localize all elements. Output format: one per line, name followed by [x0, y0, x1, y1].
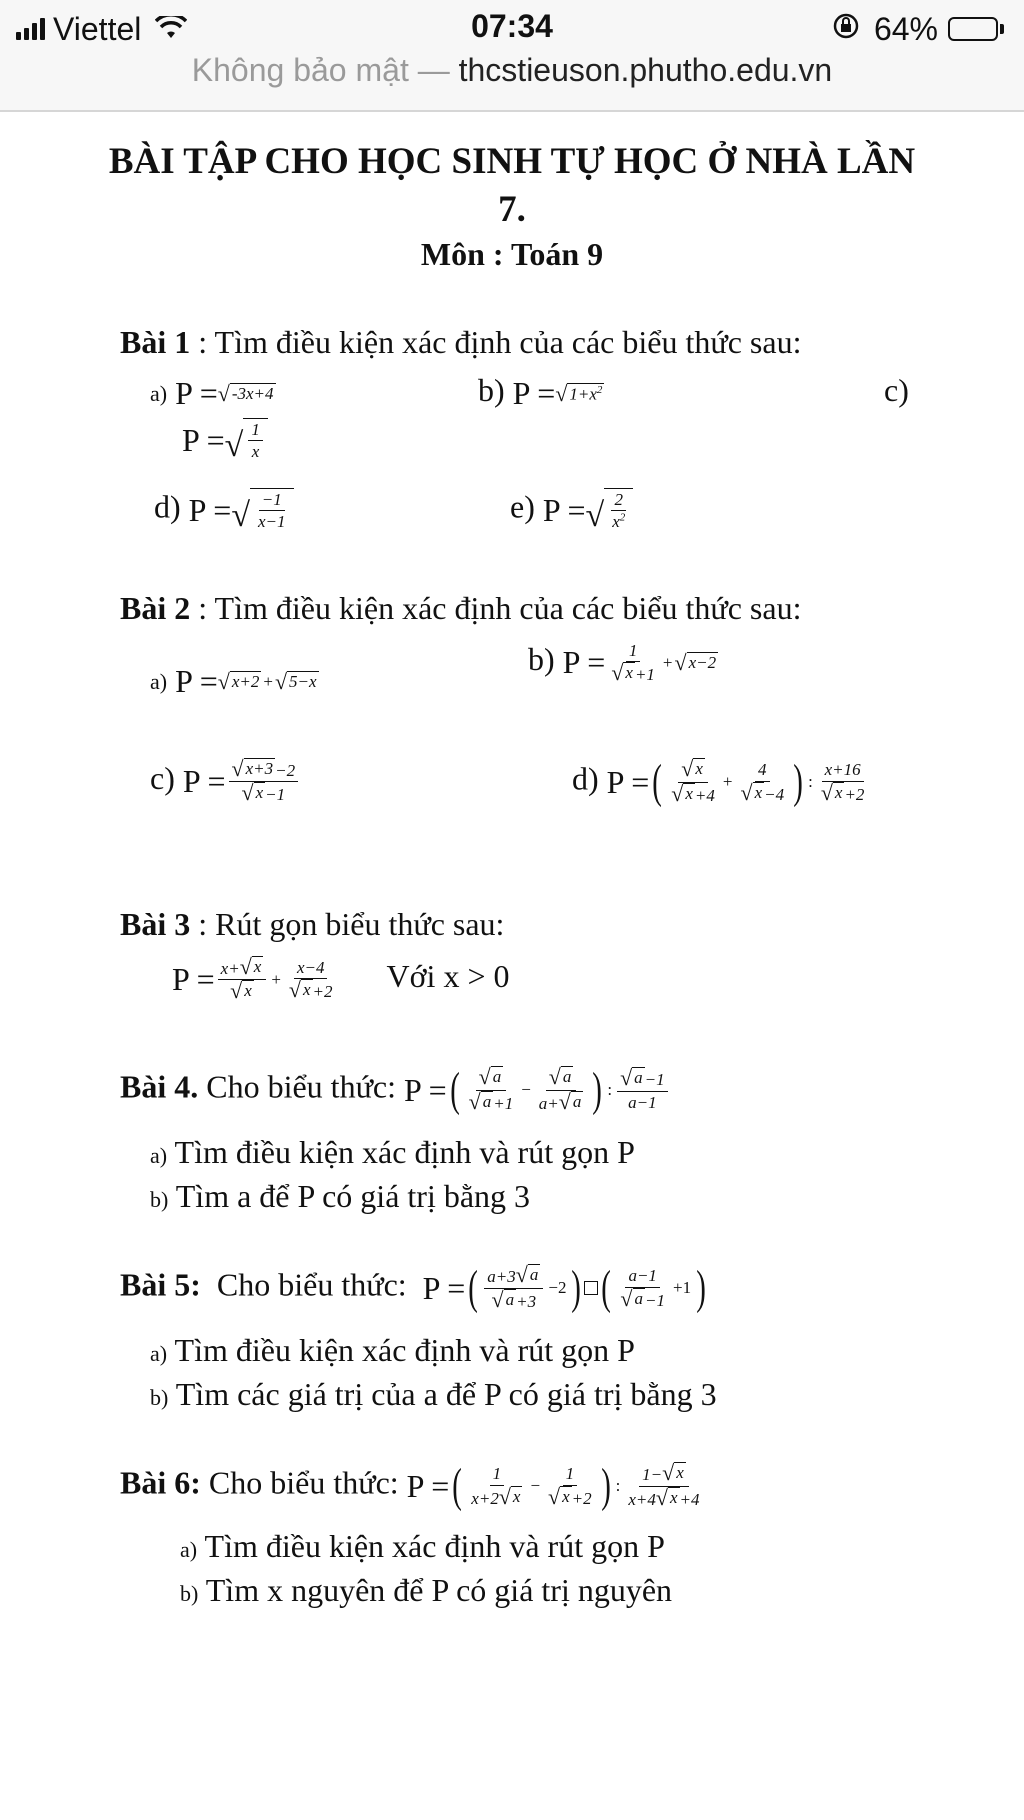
- radicand: -3x+4: [231, 383, 274, 403]
- radicand: x+3: [245, 759, 274, 778]
- p-symbol: P =: [182, 421, 225, 458]
- radicand: 5−x: [289, 671, 317, 691]
- bai2-heading: [120, 590, 801, 627]
- radicand: x: [669, 1487, 678, 1507]
- den-tail: +1: [493, 1093, 514, 1113]
- radicand: x: [512, 1486, 521, 1506]
- item-label: a): [180, 1537, 198, 1562]
- bai3-label: Bài 3: [120, 906, 191, 942]
- sub-text: Tìm a để P có giá trị bằng 3: [175, 1178, 531, 1214]
- bai1-e: e) P = √ $\frac{2}{x^2}$: [510, 488, 633, 533]
- radicand: 1+x: [569, 384, 597, 404]
- numerator: 1: [248, 419, 263, 441]
- numerator: x+16: [822, 759, 864, 781]
- p-symbol: P =: [606, 763, 650, 800]
- radicand: a: [634, 1288, 643, 1308]
- den-tail: −4: [764, 784, 785, 804]
- sub-text: Tìm điều kiện xác định và rút gọn P: [204, 1528, 665, 1564]
- radicand: x: [676, 1463, 684, 1483]
- bai1-b: b) P = √ $1+x^2$: [478, 372, 603, 412]
- radicand: a: [492, 1067, 502, 1087]
- item-label: c): [150, 760, 175, 797]
- radicand: a: [572, 1091, 582, 1111]
- radicand: x−2: [688, 652, 717, 672]
- den-head: x+4: [628, 1489, 656, 1509]
- bai3-heading: [120, 906, 504, 943]
- doc-title-cont: 7.: [498, 189, 526, 230]
- den-tail: +3: [516, 1291, 537, 1311]
- num-tail: −1: [644, 1070, 665, 1090]
- bai5-sub-b: [150, 1376, 717, 1413]
- sub-text: Tìm điều kiện xác định và rút gọn P: [174, 1332, 635, 1368]
- item-label: d): [154, 488, 181, 525]
- carrier-name: Viettel: [53, 10, 142, 47]
- bai6-label: Bài 6:: [120, 1464, 201, 1501]
- item-label: a): [150, 1143, 168, 1168]
- numerator: x−4: [294, 957, 328, 979]
- radicand: x: [834, 782, 843, 802]
- radicand: a: [562, 1067, 572, 1087]
- security-label: Không bảo mật —: [191, 52, 450, 88]
- numerator: 2: [611, 489, 626, 511]
- item-label: a): [150, 381, 168, 406]
- p-symbol: P =: [188, 491, 232, 528]
- bai6-sub-a: [180, 1528, 665, 1565]
- p-symbol: P =: [562, 644, 606, 681]
- den-tail: −1: [265, 785, 286, 805]
- minus-two: −2: [548, 1278, 567, 1297]
- den-tail: +4: [694, 785, 715, 805]
- numerator: 1: [563, 1463, 578, 1485]
- item-label: a): [150, 1341, 168, 1366]
- bai4-heading: Bài 4. Cho biểu thức: P = ( √ a √ a +1 − √ a a+ √ a ) : √ a −1 a−1: [120, 1066, 671, 1114]
- numerator: 1: [626, 640, 641, 662]
- item-label: b): [150, 1385, 169, 1410]
- denominator: x: [612, 512, 620, 532]
- p-symbol: P =: [542, 491, 586, 528]
- bai3-condition: Với x > 0: [386, 958, 510, 995]
- bai3-prompt: : Rút gọn biểu thức sau:: [190, 906, 505, 942]
- sub-text: Tìm điều kiện xác định và rút gọn P: [174, 1134, 635, 1170]
- radicand: x: [625, 663, 633, 683]
- den-tail: −1: [645, 1290, 665, 1310]
- item-label: b): [180, 1581, 199, 1606]
- radicand: x: [754, 782, 763, 802]
- radicand: x: [685, 783, 693, 803]
- p-symbol: P =: [175, 663, 218, 700]
- bai6-heading: Bài 6: Cho biểu thức: P = ( 1 x+2 √ x − 1 √ x +2 ) : 1− √ x x+4 √ x +4: [120, 1459, 700, 1512]
- radicand: x+2: [231, 671, 260, 691]
- doc-subject: Môn : Toán 9: [420, 236, 604, 272]
- radicand: x: [562, 1486, 570, 1506]
- denominator: x−1: [257, 512, 286, 532]
- bai5-heading: Bài 5: Cho biểu thức: P = ( a+3 √ a √ a +3 −2 ) ( a−1 √ a −1 +1 ): [120, 1261, 706, 1314]
- p-symbol: P =: [406, 1467, 450, 1504]
- p-symbol: P =: [172, 961, 215, 998]
- item-label: b): [528, 641, 555, 678]
- bai4-prompt: Cho biểu thức:: [198, 1068, 404, 1105]
- bai3-expr: P = x+ √ x √ x + x−4 √ x +2 Với x > 0: [172, 954, 510, 1004]
- numerator: 1: [490, 1463, 505, 1485]
- den-tail: +4: [679, 1489, 700, 1509]
- bai2-b: b) P = 1 √ x +1 + √ x−2: [528, 641, 717, 686]
- bai1-c: P = √ $\frac{1}{x}$: [182, 418, 268, 463]
- radicand: x: [255, 783, 264, 803]
- radicand: a: [529, 1265, 539, 1285]
- bai1-a: a) P = √ -3x+4: [150, 375, 274, 412]
- bai1-d: d) P = √ $\frac{-1}{x-1}$: [154, 488, 294, 533]
- bai4-sub-b: [150, 1178, 530, 1215]
- radicand: a: [505, 1289, 515, 1309]
- doc-title: BÀI TẬP CHO HỌC SINH TỰ HỌC Ở NHÀ LẦN: [108, 141, 916, 182]
- bai1-c-label: c): [884, 372, 909, 408]
- denominator: x: [251, 442, 260, 462]
- den-tail: +2: [312, 982, 333, 1002]
- denominator: a−1: [628, 1092, 657, 1112]
- bai4-label: Bài 4.: [120, 1068, 199, 1105]
- bai2-a: a) P = √ x+2 + √ 5−x: [150, 663, 317, 700]
- item-label: b): [478, 372, 505, 408]
- bai2-prompt: : Tìm điều kiện xác định của các biểu thức sau:: [190, 590, 802, 626]
- p-symbol: P =: [182, 763, 226, 800]
- num-head: a+3: [487, 1267, 516, 1287]
- radicand: x: [302, 980, 311, 1000]
- url-domain: thcstieuson.phutho.edu.vn: [458, 52, 833, 88]
- radicand: x: [244, 981, 252, 1001]
- bai2-label: Bài 2: [120, 590, 191, 626]
- p-symbol: P =: [512, 375, 556, 412]
- num-head: 1−: [642, 1465, 663, 1485]
- clock: 07:34: [471, 8, 553, 44]
- radicand: a: [634, 1068, 643, 1088]
- num-tail: −2: [275, 761, 296, 780]
- item-label: e): [510, 488, 535, 525]
- sub-text: Tìm các giá trị của a để P có giá trị bằng 3: [175, 1376, 717, 1412]
- bai6-sub-b: [180, 1572, 672, 1609]
- bai4-sub-a: [150, 1134, 635, 1171]
- bai6-prompt: Cho biểu thức:: [200, 1464, 407, 1501]
- bai2-c: c) P = √ x+3 −2 √ x −1: [150, 758, 301, 806]
- numerator: a−1: [625, 1265, 659, 1287]
- den-head: a+: [538, 1093, 559, 1113]
- bai1-label: Bài 1: [120, 324, 191, 360]
- den-tail: +2: [844, 784, 865, 804]
- radicand: a: [482, 1091, 492, 1111]
- p-symbol: P =: [404, 1071, 447, 1108]
- item-label: b): [150, 1187, 169, 1212]
- missing-glyph-icon: [584, 1281, 598, 1295]
- bai5-sub-a: [150, 1332, 635, 1369]
- item-label: a): [150, 669, 168, 694]
- bai5-prompt: Cho biểu thức:: [200, 1266, 415, 1303]
- item-label: d): [572, 760, 599, 797]
- numerator: 4: [755, 759, 770, 781]
- p-symbol: P =: [422, 1269, 466, 1306]
- sub-text: Tìm x nguyên để P có giá trị nguyên: [205, 1572, 673, 1608]
- bai1-heading: [120, 324, 801, 361]
- battery-percent: 64%: [873, 10, 938, 47]
- bai1-prompt: : Tìm điều kiện xác định của các biểu thức sau:: [190, 324, 802, 360]
- bai5-label: Bài 5:: [120, 1266, 201, 1303]
- num-head: x+: [220, 959, 240, 978]
- den-tail: +2: [571, 1488, 592, 1508]
- radicand: x: [695, 759, 703, 779]
- den-head: x+2: [471, 1488, 499, 1508]
- radicand: x: [253, 957, 262, 976]
- den-tail: +1: [634, 665, 655, 685]
- numerator: −1: [259, 489, 285, 511]
- plus-one: +1: [672, 1278, 692, 1297]
- p-symbol: P =: [175, 375, 218, 412]
- bai2-d: d) P = ( √ x √ x +4 + 4 √ x −4 ) : x+16 √ x +2: [572, 755, 865, 808]
